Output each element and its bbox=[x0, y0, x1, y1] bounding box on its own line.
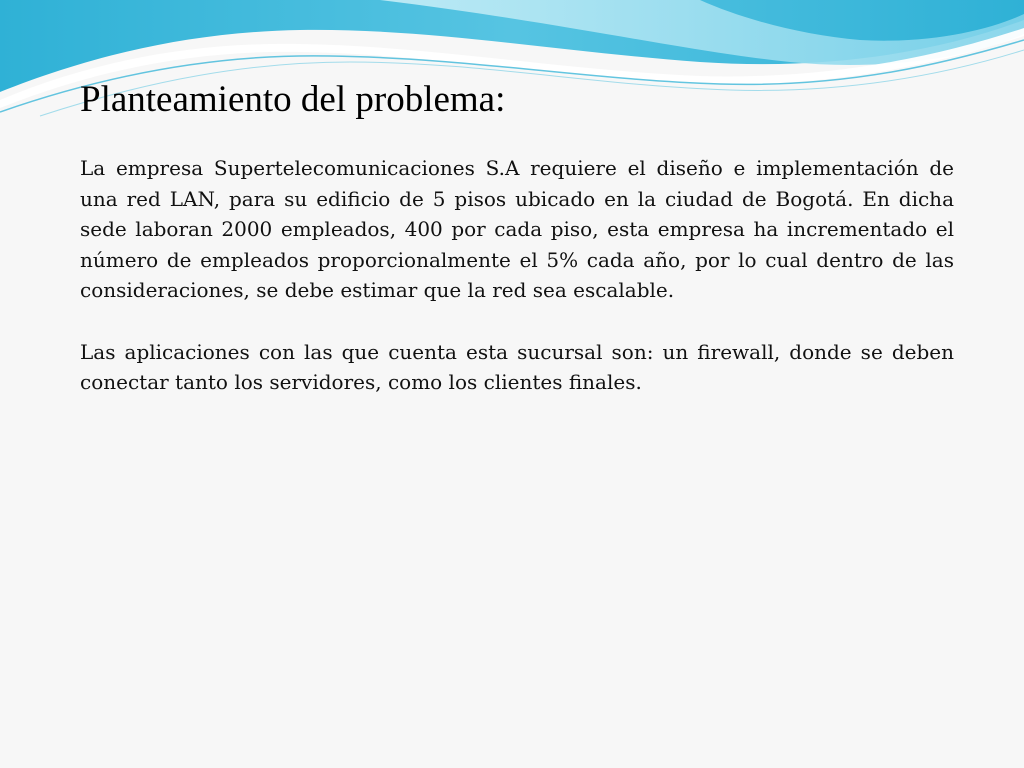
paragraph-problem-description: La empresa Supertelecomunicaciones S.A requiere el diseño e implementación de una red LAN, para su edificio de 5 pisos ubicado en la ciudad de Bogotá. En dicha sede laboran 2000 empleados, 400 por cada piso, esta empresa ha incrementado el número de empleados proporcionalmente el 5% cada año, por lo cual dentro de las consideraciones, se debe estimar que la red sea escalable. bbox=[80, 156, 954, 303]
slide-title: Planteamiento del problema: bbox=[80, 79, 506, 120]
slide-body bbox=[80, 153, 954, 428]
paragraph-applications: Las aplicaciones con las que cuenta esta sucursal son: un firewall, donde se deben conectar tanto los servidores, como los clientes finales. bbox=[80, 339, 954, 395]
